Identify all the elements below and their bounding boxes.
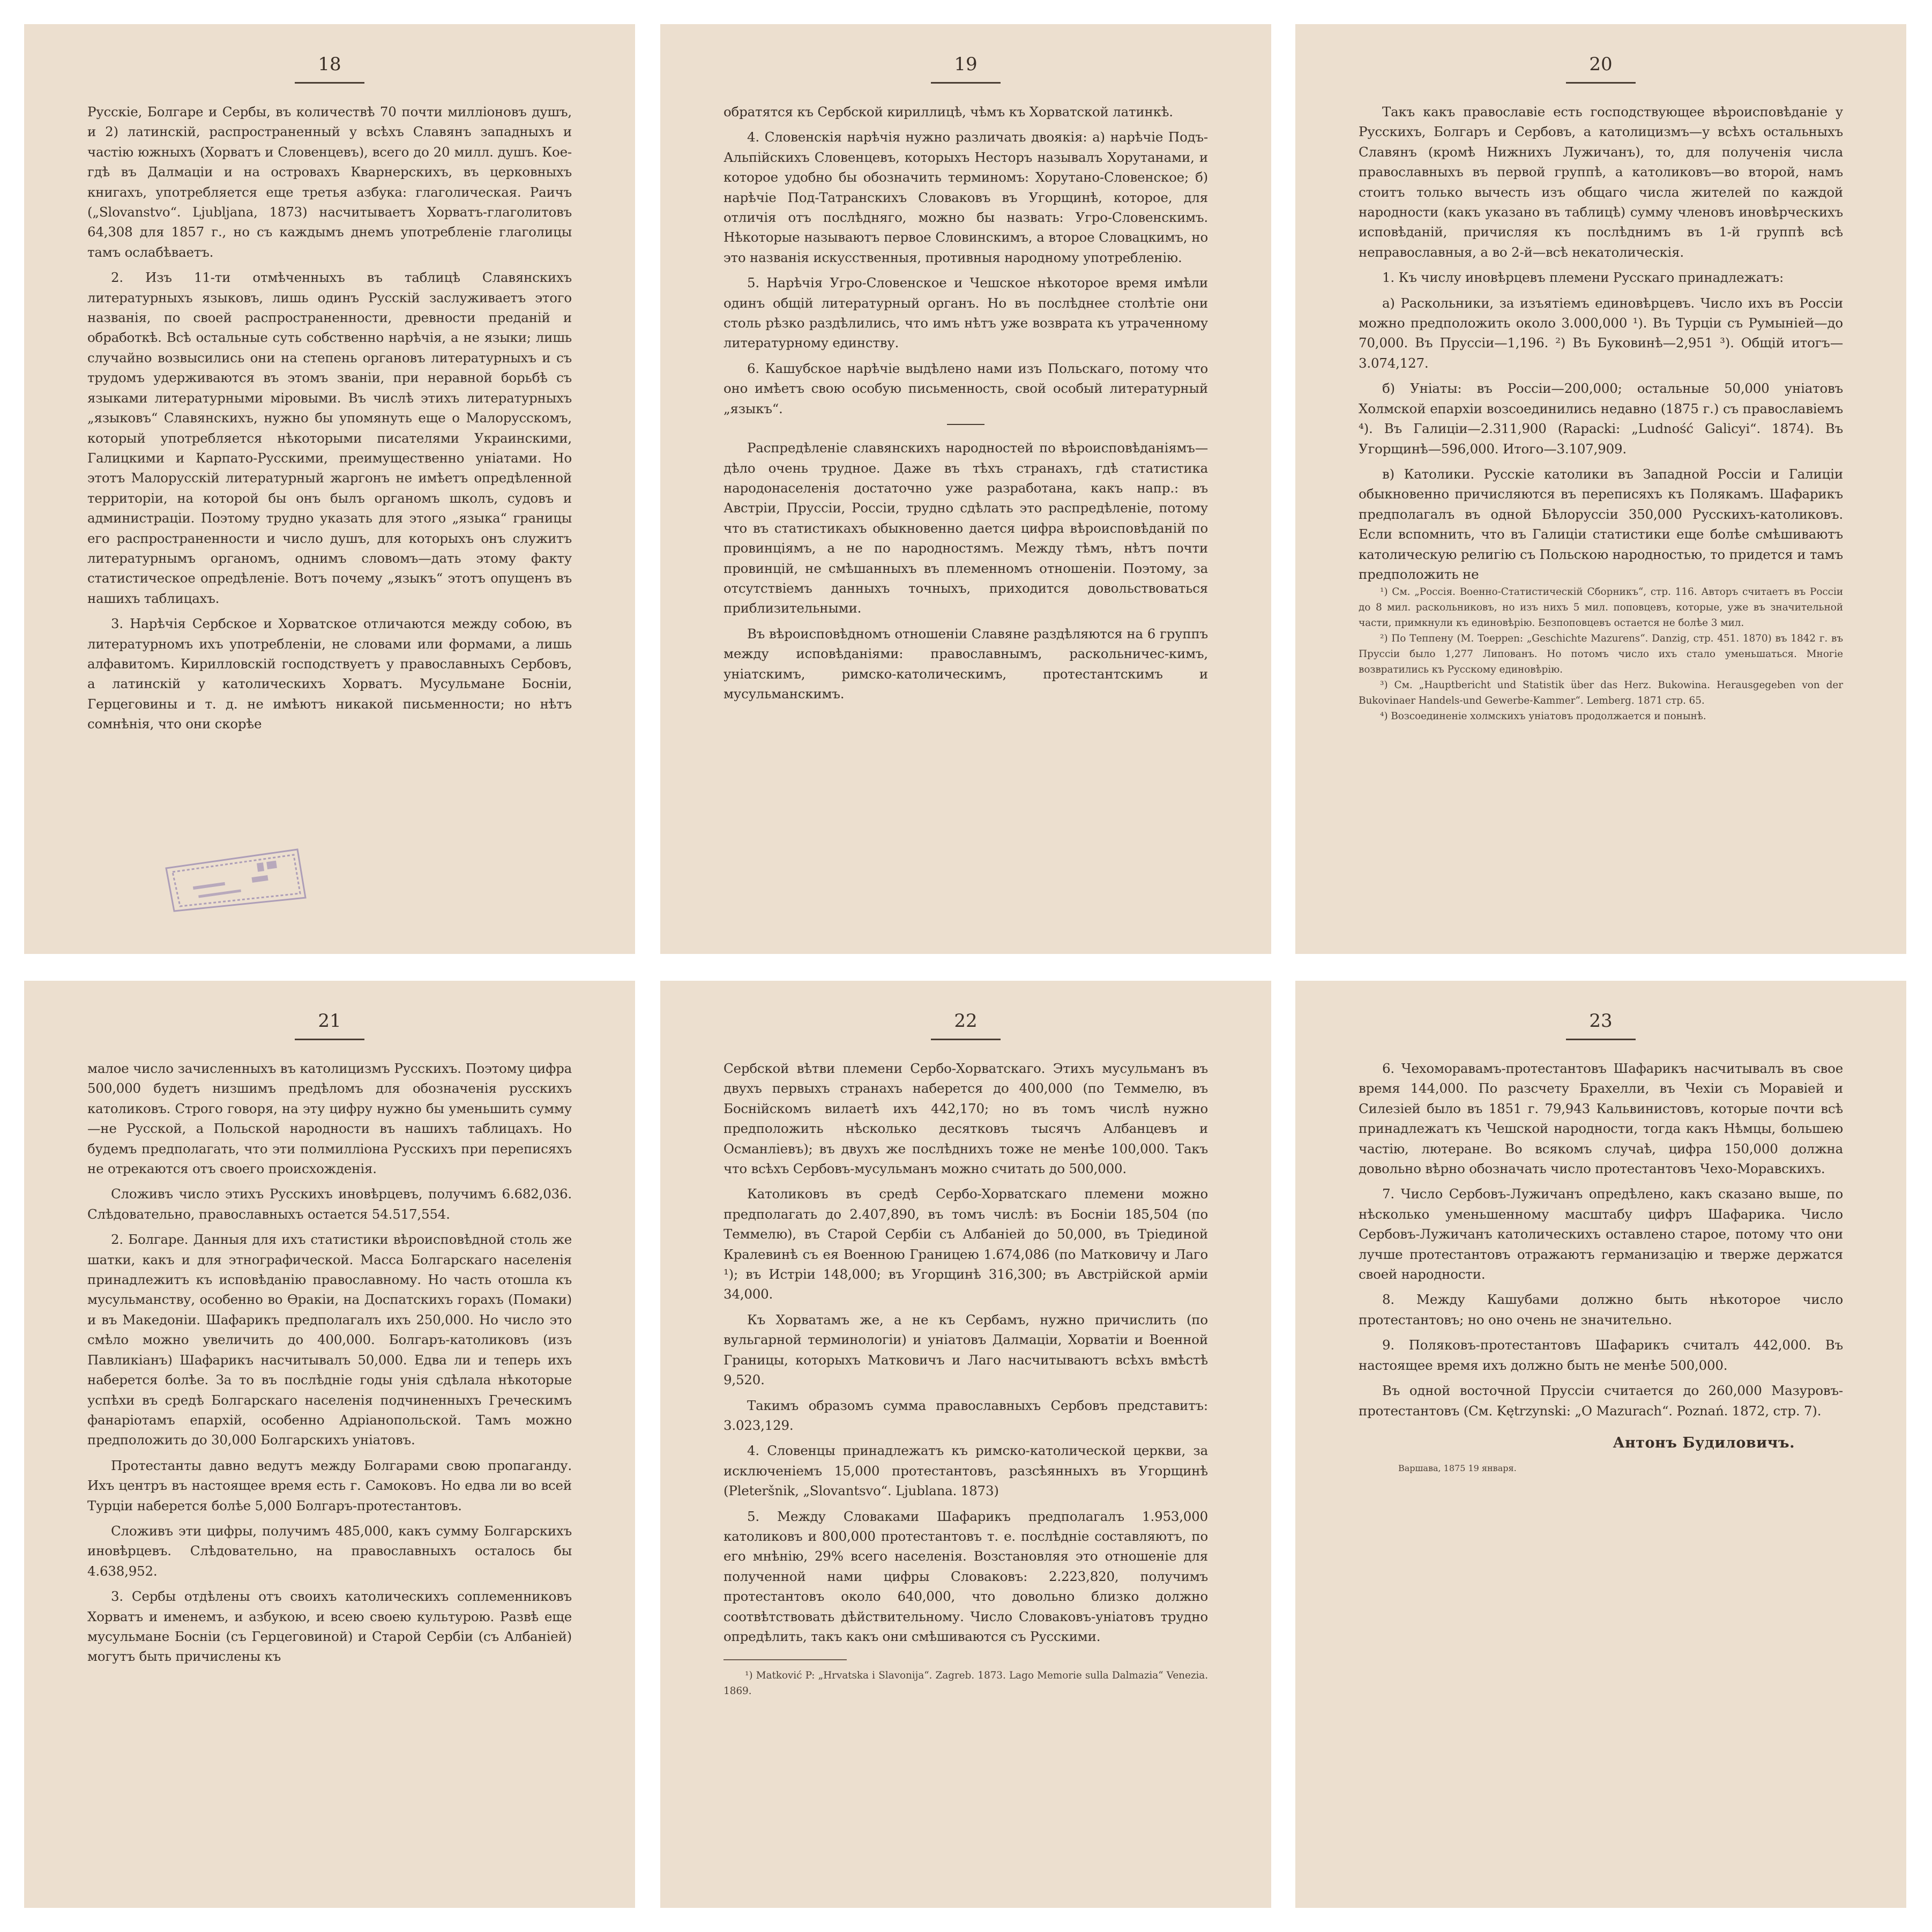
section-divider xyxy=(947,424,984,425)
paragraph: Въ одной восточной Пруссіи считается до 260,000 Мазуровъ-протестантовъ (См. Kętrzynski: „O Mazurach“. Poznań. 1872, стр. 7). xyxy=(1359,1383,1843,1419)
footnote: ²) По Теппену (M. Toeppen: „Geschichte Mazurens“. Danzig, стр. 451. 1870) въ 1842 г. въ Пруссіи было 1,277 Липованъ. Но потомъ число ихъ стало уменьшаться. Многіе возвратились къ Русскому единовѣрію. xyxy=(1359,633,1843,676)
page-number: 22 xyxy=(954,1010,978,1032)
library-stamp-icon xyxy=(161,839,322,914)
paragraph: 6. Чехоморавамъ-протестантовъ Шафарикъ насчитывалъ въ свое время 144,000. По разсчету Брахелли, въ Чехіи съ Моравіей и Силезіей было въ 1851 г. 79,943 Кальвинистовъ, которые почти всѣ принадлежатъ къ Чешской народности, тогда какъ Нѣмцы, большею частію, лютеране. Во всякомъ случаѣ, цифра 150,000 должна довольно вѣрно обозначать число протестантовъ Чехо-Моравскихъ. xyxy=(1359,1061,1843,1177)
page-body xyxy=(723,102,1208,704)
paragraph: Католиковъ въ средѣ Сербо-Хорватскаго племени можно предполагать до 2.407,890, въ томъ числѣ: въ Босніи 185,504 (по Теммелю), въ Старой Сербіи съ Албаніей до 50,000, въ Тріединой Кралевинѣ съ ея Военною Границею 1.674,086 (по Матковичу и Лаго ¹); въ Истріи 148,000; въ Угорщинѣ 316,300; въ Австрійской арміи 34,000. xyxy=(723,1186,1208,1302)
page-number: 21 xyxy=(318,1010,341,1032)
paragraph: 5. Между Словаками Шафарикъ предполагалъ 1.953,000 католиковъ и 800,000 протестантовъ т. е. послѣдніе составляютъ, по его мнѣнію, 29% всего населенія. Возстановляя это отношеніе для полученной нами цифры Словаковъ: 2.223,820, получимъ протестантовъ около 640,000, что довольно близко должно соотвѣтствовать дѣйствительному. Число Словаковъ-уніатовъ трудно опредѣлить, такъ какъ они смѣшиваются съ Русскими. xyxy=(723,1508,1208,1644)
paragraph: 2. Изъ 11-ти отмѣченныхъ въ таблицѣ Славянскихъ литературныхъ языковъ, лишь одинъ Русскій заслуживаетъ этого названія, по своей распространенности, древности преданій и обработкѣ. Всѣ остальные суть собственно нарѣчія, а не языки; лишь случайно возвысились они на степень органовъ литературныхъ и съ трудомъ удерживаются въ этомъ званіи, при неравной борьбѣ съ языками литературными міровыми. Въ числѣ этихъ литературныхъ „языковъ“ Славянскихъ, нужно бы упомянуть еще о Малорусскомъ, который употребляется нѣкоторыми писателями Украинскими, Галицкими и Карпато-Русскими, преимущественно уніатами. Но этотъ Малорусскій литературный жаргонъ не имѣетъ опредѣленной территоріи, на которой бы онъ былъ органомъ школъ, судовъ и администраціи. Поэтому трудно указать для этого „языка“ границы его распространенности и число душъ, для которыхъ онъ служитъ литературнымъ органомъ, однимъ словомъ—дать этому факту статистическое опредѣленіе. Вотъ почему „языкъ“ этотъ опущенъ въ нашихъ таблицахъ. xyxy=(87,270,572,606)
paragraph: Протестанты давно ведутъ между Болгарами свою пропаганду. Ихъ центръ въ настоящее время есть г. Самоковъ. Но едва ли во всей Турціи наберется болѣе 5,000 Болгаръ-протестантовъ. xyxy=(87,1457,572,1513)
page-number-rule xyxy=(1566,82,1636,84)
footnote-rule xyxy=(723,1659,847,1660)
paragraph: Сложивъ эти цифры, получимъ 485,000, какъ сумму Болгарскихъ иновѣрцевъ. Слѣдовательно, на православныхъ осталось бы 4.638,952. xyxy=(87,1523,572,1579)
page-number-rule xyxy=(295,82,364,84)
paragraph: 3. Нарѣчія Сербское и Хорватское отличаются между собою, въ литературномъ ихъ употребленіи, не словами или формами, а лишь алфавитомъ. Кирилловскій господствуетъ у православныхъ Сербовъ, а латинскій у католическихъ Хорватъ. Мусульмане Босніи, Герцеговины и т. д. не имѣютъ никакой письменности; но нѣтъ сомнѣнія, что они скорѣе xyxy=(87,616,572,732)
page-number-rule xyxy=(295,1039,364,1040)
paragraph: 4. Словенскія нарѣчія нужно различать двоякія: а) нарѣчіе Подъ-Альпійскихъ Словенцевъ, которыхъ Несторъ называлъ Хорутанами, и которое удобно бы обозначить терминомъ: Хорутано-Словенское; б) нарѣчіе Под-Татранскихъ Словаковъ въ Угорщинѣ, которое, для отличія отъ послѣдняго, можно бы назвать: Угро-Словенскимъ. Нѣкоторые называютъ первое Словинскимъ, а второе Словацкимъ, но это названія искусственныя, противныя народному употребленію. xyxy=(723,129,1208,265)
paragraph: 3. Сербы отдѣлены отъ своихъ католическихъ соплеменниковъ Хорватъ и именемъ, и азбукою, и всею своею культурою. Развѣ еще мусульмане Босніи (съ Герцеговиной) и Старой Сербіи (съ Албаніей) могутъ быть причислены къ xyxy=(87,1588,572,1665)
paragraph: 6. Кашубское нарѣчіе выдѣлено нами изъ Польскаго, потому что оно имѣетъ свою особую письменность, свой особый литературный „языкъ“. xyxy=(723,360,1208,416)
paragraph: малое число зачисленныхъ въ католицизмъ Русскихъ. Поэтому цифра 500,000 будетъ низшимъ предѣломъ для обозначенія русскихъ католиковъ. Строго говоря, на эту цифру нужно бы уменьшить сумму—не Русской, а Польской народности въ нашихъ таблицахъ. Но будемъ предполагать, что эти полмилліона Русскихъ при переписяхъ не отрекаются отъ своего происхожденія. xyxy=(87,1061,572,1177)
paragraph: Такъ какъ православіе есть господствующее вѣроисповѣданіе у Русскихъ, Болгаръ и Сербовъ, а католицизмъ—у всѣхъ остальныхъ Славянъ (кромѣ Нижнихъ Лужичанъ), то, для полученія числа православныхъ въ первой группѣ, а католиковъ—во второй, намъ стоитъ только вычесть изъ общаго числа жителей по каждой народности (какъ указано въ таблицѣ) сумму членовъ иновѣрческихъ исповѣданій, причисляя къ послѣднимъ въ 1-й группѣ всѣ неправославныя, а во 2-й—всѣ некатолическія. xyxy=(1359,104,1843,260)
page-19 xyxy=(660,24,1271,954)
paragraph: 8. Между Кашубами должно быть нѣкоторое число протестантовъ; но оно очень не значительно. xyxy=(1359,1292,1843,1327)
page-body xyxy=(87,102,572,734)
footnotes xyxy=(723,1668,1208,1699)
page-body xyxy=(87,1058,572,1667)
paragraph: Сербской вѣтви племени Сербо-Хорватскаго. Этихъ мусульманъ въ двухъ первыхъ странахъ наберется до 400,000 (по Теммелю, въ Боснійскомъ вилаетѣ ихъ 442,170; но въ томъ числѣ нужно предположить нѣсколько десятковъ тысячъ Албанцевъ и Османліевъ); въ двухъ же послѣднихъ тоже не менѣе 100,000. Такъ что всѣхъ Сербовъ-мусульманъ можно считать до 500,000. xyxy=(723,1061,1208,1177)
footnote: ⁴) Возсоединеніе холмскихъ уніатовъ продолжается и понынѣ. xyxy=(1380,711,1706,722)
paragraph: Распредѣленіе славянскихъ народностей по вѣроисповѣданіямъ—дѣло очень трудное. Даже въ тѣхъ странахъ, гдѣ статистика народонаселенія достаточно уже разработана, какъ напр.: въ Австріи, Пруссіи, Россіи, трудно сдѣлать это распредѣленіе, потому что въ статистикахъ обыкновенно дается цифра вѣроисповѣданій по провинціямъ, а не по народностямъ. Между тѣмъ, нѣтъ почти провинцій, не смѣшанныхъ въ племенномъ отношеніи. Поэтому, за отсутствіемъ данныхъ точныхъ, приходится довольствоваться приблизительными. xyxy=(723,440,1208,616)
paragraph: б) Уніаты: въ Россіи—200,000; остальные 50,000 уніатовъ Холмской епархіи возсоединились недавно (1875 г.) съ православіемъ ⁴). Въ Галиціи—2.311,900 (Rapacki: „Ludność Galicyi“. 1874). Въ Угорщинѣ—596,000. Итого—3.107,909. xyxy=(1359,381,1843,457)
page-body xyxy=(1359,102,1843,584)
page-number-rule xyxy=(931,82,1001,84)
footnote: ¹) Matković P: „Hrvatska i Slavonija“. Zagreb. 1873. Lago Memorie sulla Dalmazia“ Venezia. 1869. xyxy=(723,1670,1208,1697)
paragraph: 7. Число Сербовъ-Лужичанъ опредѣлено, какъ сказано выше, по нѣсколько уменьшенному масштабу цифръ Шафарика. Число Сербовъ-Лужичанъ католическихъ оставлено старое, потому что они лучше протестантовъ отражаютъ германизацію и тверже держатся своей народности. xyxy=(1359,1186,1843,1282)
paragraph: 9. Поляковъ-протестантовъ Шафарикъ считалъ 442,000. Въ настоящее время ихъ должно быть не менѣе 500,000. xyxy=(1359,1337,1843,1373)
page-body xyxy=(1359,1058,1843,1421)
page-23 xyxy=(1295,981,1906,1908)
page-number-rule xyxy=(1566,1039,1636,1040)
page-18 xyxy=(24,24,635,954)
page-number: 18 xyxy=(318,54,341,75)
paragraph: Русскіе, Болгаре и Сербы, въ количествѣ 70 почти милліоновъ душъ, и 2) латинскій, распространенный у всѣхъ Славянъ западныхъ и частію южныхъ (Хорватъ и Словенцевъ), всего до 20 милл. душъ. Кое-гдѣ въ Далмаціи и на островахъ Кварнерскихъ, въ церковныхъ книгахъ, употребляется еще третья азбука: глаголическая. Раичъ („Slovanstvo“. Ljubljana, 1873) насчитываетъ Хорватъ-глаголитовъ 64,308 для 1857 г., но съ каждымъ днемъ употребленіе глаголицы тамъ ослабѣваетъ. xyxy=(87,104,572,260)
footnote: ³) См. „Hauptbericht und Statistik über das Herz. Bukowina. Herausgegeben von der Bukovinaer Handels-und Gewerbe-Kammer“. Lemberg. 1871 стр. 65. xyxy=(1359,680,1843,707)
paragraph: 1. Къ числу иновѣрцевъ племени Русскаго принадлежатъ: xyxy=(1382,270,1784,286)
page-number-rule xyxy=(931,1039,1001,1040)
page-number: 19 xyxy=(954,54,978,75)
paragraph: 2. Болгаре. Данныя для ихъ статистики вѣроисповѣдной столь же шатки, какъ и для этнографической. Масса Болгарскаго населенія принадлежитъ къ исповѣданію православному. Но часть отошла къ мусульманству, особенно во Ѳракіи, на Доспатскихъ горахъ (Помаки) и въ Македоніи. Шафарикъ предполагалъ ихъ 250,000. Но число это смѣло можно увеличить до 400,000. Болгаръ-католиковъ (изъ Павликіанъ) Шафарикъ насчитывалъ 50,000. Едва ли и теперь ихъ наберется болѣе. За то въ послѣдніе годы унія сдѣлала нѣкоторые успѣхи въ средѣ Болгарскаго населенія подчиненныхъ Греческимъ фанаріотамъ епархій, особенно Адріанопольской. Тамъ можно предположить до 30,000 Болгарскихъ уніатовъ. xyxy=(87,1232,572,1448)
paragraph: в) Католики. Русскіе католики въ Западной Россіи и Галиціи обыкновенно причисляются въ переписяхъ къ Полякамъ. Шафарикъ предполагалъ въ одной Бѣлоруссіи 350,000 Русскихъ-католиковъ. Если вспомнить, что въ Галиціи статистики еще болѣе смѣшиваютъ католическую религію съ Польскою народностью, то придется и тамъ предположить не xyxy=(1359,466,1843,582)
paragraph: Въ вѣроисповѣдномъ отношеніи Славяне раздѣляются на 6 группъ между исповѣданіями: православнымъ, раскольничес-кимъ, уніатскимъ, римско-католическимъ, протестантскимъ и мусульманскимъ. xyxy=(723,625,1208,702)
page-21 xyxy=(24,981,635,1908)
paragraph: Сложивъ число этихъ Русскихъ иновѣрцевъ, получимъ 6.682,036. Слѣдовательно, православныхъ остается 54.517,554. xyxy=(87,1186,572,1222)
page-number: 23 xyxy=(1589,1010,1613,1032)
paragraph: Такимъ образомъ сумма православныхъ Сербовъ представитъ: 3.023,129. xyxy=(723,1397,1208,1433)
page-number: 20 xyxy=(1589,54,1613,75)
page-body xyxy=(723,1058,1208,1646)
paragraph: а) Раскольники, за изъятіемъ единовѣрцевъ. Число ихъ въ Россіи можно предположить около 3.000,000 ¹). Въ Турціи съ Румыніей—до 70,000. Въ Пруссіи—1,196. ²) Въ Буковинѣ—2,951 ³). Общій итогъ—3.074,127. xyxy=(1359,295,1843,371)
footnotes xyxy=(1359,584,1843,724)
author-signature: Антонъ Будиловичъ. xyxy=(1613,1434,1795,1451)
paragraph: 4. Словенцы принадлежатъ къ римско-католической церкви, за исключеніемъ 15,000 протестантовъ, разсѣянныхъ въ Угорщинѣ (Pleteršnik, „Slovantsvo“. Ljublana. 1873) xyxy=(723,1443,1208,1499)
page-22 xyxy=(660,981,1271,1908)
paragraph: обратятся къ Сербской кириллицѣ, чѣмъ къ Хорватской латинкѣ. xyxy=(723,104,1173,120)
paragraph: Къ Хорватамъ же, а не къ Сербамъ, нужно причислить (по вульгарной терминологіи) и уніатовъ Далмаціи, Хорватіи и Военной Границы, которыхъ Матковичъ и Лаго насчитываютъ всѣхъ вмѣстѣ 9,520. xyxy=(723,1311,1208,1388)
page-20 xyxy=(1295,24,1906,954)
paragraph: 5. Нарѣчія Угро-Словенское и Чешское нѣкоторое время имѣли одинъ общій литературный органъ. Но въ послѣднее столѣтіе они столь рѣзко раздѣлились, что имъ нѣтъ уже возврата къ утраченному литературному единству. xyxy=(723,275,1208,351)
dateline: Варшава, 1875 19 января. xyxy=(1398,1463,1517,1473)
footnote: ¹) См. „Россія. Военно-Статистическій Сборникъ“, стр. 116. Авторъ считаетъ въ Россіи до 8 мил. раскольниковъ, но изъ нихъ 5 мил. поповцевъ, которые, уже въ значительной части, примкнули къ единовѣрію. Безпоповцевъ остается не болѣе 3 мил. xyxy=(1359,586,1843,629)
